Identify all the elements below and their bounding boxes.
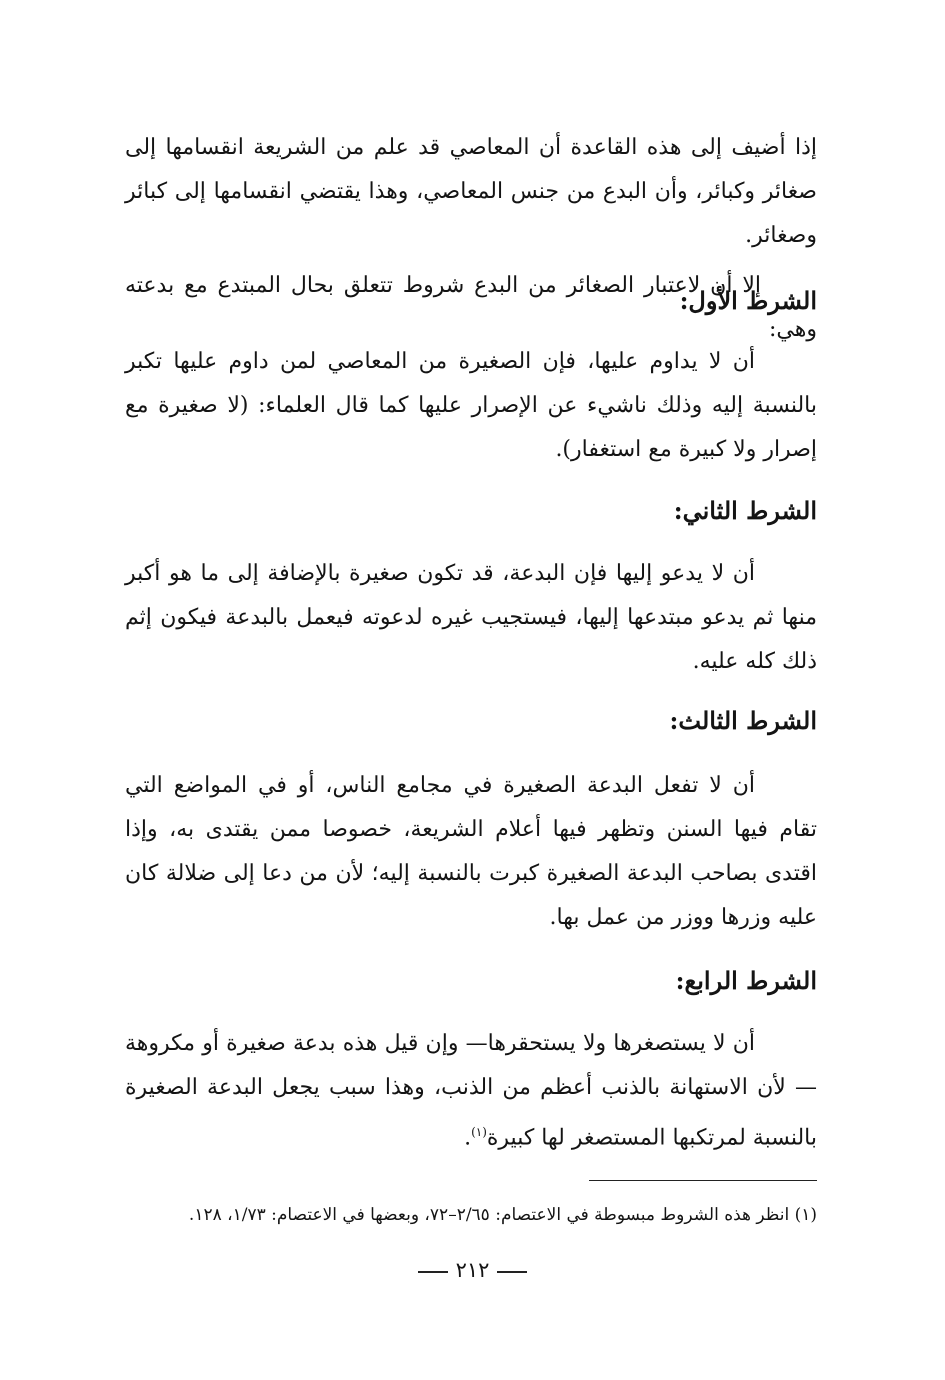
intro-paragraph-2: إلا أن لاعتبار الصغائر من البدع شروط تتعلق بحال المبتدع مع بدعته وهي: xyxy=(125,273,817,342)
intro-section xyxy=(125,126,817,352)
condition-4-heading: الشرط الرابع: xyxy=(675,966,817,995)
page-number-dash-right xyxy=(497,1271,527,1273)
page-number-line xyxy=(0,1258,945,1282)
page-number: ٢١٢ xyxy=(455,1258,490,1282)
intro-paragraph-1: إذا أضيف إلى هذه القاعدة أن المعاصي قد علم من الشريعة انقسامها إلى صغائر وكبائر، وأن البدع من جنس المعاصي، وهذا يقتضي انقسامها إلى كبائر وصغائر. xyxy=(125,135,817,248)
page-number-dash-left xyxy=(418,1271,448,1273)
condition-4-text xyxy=(125,1022,817,1160)
condition-4-body: أن لا يستصغرها ولا يستحقرها— وإن قيل هذه بدعة صغيرة أو مكروهة— لأن الاستهانة بالذنب أعظم من الذنب، وهذا سبب يجعل البدعة الصغيرة بالنسبة لمرتكبها المستصغر لها كبيرة xyxy=(125,1031,817,1151)
condition-3-text: أن لا تفعل البدعة الصغيرة في مجامع الناس، أو في المواضع التي تقام فيها السنن وتظهر فيها أعلام الشريعة، خصوصا ممن يقتدى به، وإذا اقتدى بصاحب البدعة الصغيرة كبرت بالنسبة إليه؛ لأن من دعا إلى ضلالة كان عليه وزرها ووزر من عمل بها. xyxy=(125,773,817,930)
condition-1-heading: الشرط الأول: xyxy=(679,286,817,315)
footnote-reference: (١) xyxy=(471,1125,487,1139)
condition-1-text: أن لا يداوم عليها، فإن الصغيرة من المعاصي لمن داوم عليها تكبر بالنسبة إليه وذلك ناشيء عن الإصرار عليها كما قال العلماء: (لا صغيرة مع إصرار ولا كبيرة مع استغفار). xyxy=(125,349,817,462)
condition-4-end: . xyxy=(464,1125,472,1151)
condition-2-text: أن لا يدعو إليها فإن البدعة، قد تكون صغيرة بالإضافة إلى ما هو أكبر منها ثم يدعو مبتدعها إليها، فيستجيب غيره لدعوته فيعمل بالبدعة فيكون إثم ذلك كله عليه. xyxy=(125,561,817,674)
condition-3-heading: الشرط الثالث: xyxy=(669,706,817,735)
condition-2-heading: الشرط الثاني: xyxy=(673,496,817,525)
footnote-divider xyxy=(589,1180,817,1181)
footnote: (١) انظر هذه الشروط مبسوطة في الاعتصام: ٢/٦٥–٧٢، وبعضها في الاعتصام: ١/٧٣، ١٢٨. xyxy=(188,1205,817,1225)
